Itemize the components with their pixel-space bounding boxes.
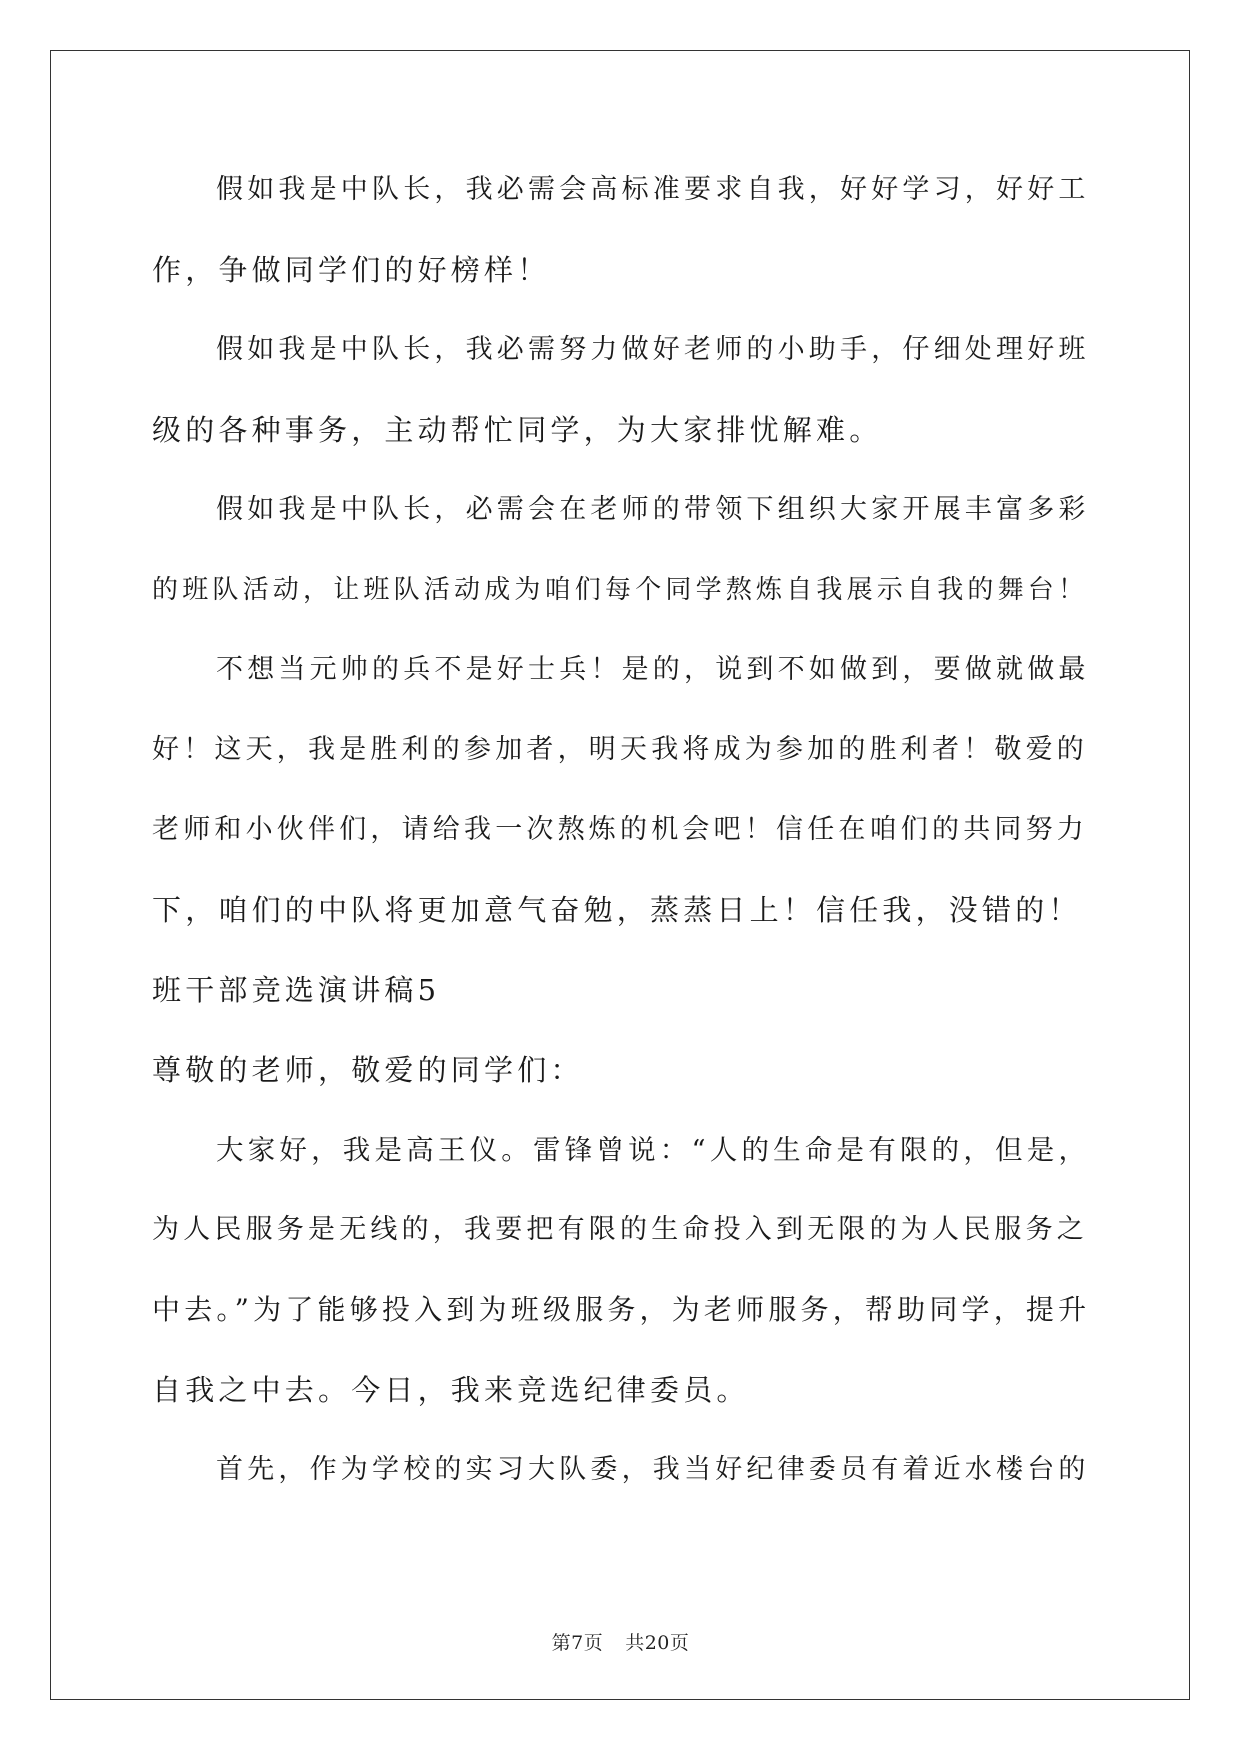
text-line: 大家好，我是高王仪。雷锋曾说：“人的生命是有限的，但是， bbox=[216, 1134, 1091, 1166]
text-line: 老师和小伙伴们，请给我一次熬炼的机会吧！信任在咱们的共同努力 bbox=[152, 814, 1088, 845]
text-line: 下，咱们的中队将更加意气奋勉，蒸蒸日上！信任我，没错的！ bbox=[152, 893, 1082, 927]
text-line: 为人民服务是无线的，我要把有限的生命投入到无限的为人民服务之 bbox=[152, 1214, 1088, 1245]
text-line: 作，争做同学们的好榜样！ bbox=[152, 253, 551, 287]
text-line: 中去。”为了能够投入到为班级服务，为老师服务，帮助同学，提升 bbox=[152, 1293, 1091, 1326]
text-line: 假如我是中队长，我必需会高标准要求自我，好好学习，好好工 bbox=[216, 174, 1090, 205]
text-line: 好！这天，我是胜利的参加者，明天我将成为参加的胜利者！敬爱的 bbox=[152, 734, 1088, 765]
text-line: 假如我是中队长，我必需努力做好老师的小助手，仔细处理好班 bbox=[216, 334, 1090, 365]
page-total: 共20页 bbox=[625, 1632, 690, 1654]
text-line: 的班队活动，让班队活动成为咱们每个同学熬炼自我展示自我的舞台！ bbox=[152, 575, 1089, 605]
document-body bbox=[152, 162, 1092, 1522]
page-footer bbox=[0, 1631, 1241, 1655]
section-heading: 班干部竞选演讲稿5 bbox=[152, 973, 441, 1007]
text-line: 假如我是中队长，必需会在老师的带领下组织大家开展丰富多彩 bbox=[216, 494, 1090, 525]
salutation: 尊敬的老师，敬爱的同学们： bbox=[152, 1053, 584, 1087]
text-line: 不想当元帅的兵不是好士兵！是的，说到不如做到，要做就做最 bbox=[216, 654, 1090, 685]
text-line: 首先，作为学校的实习大队委，我当好纪律委员有着近水楼台的 bbox=[216, 1454, 1090, 1485]
page-number: 第7页 bbox=[551, 1632, 604, 1654]
text-line: 级的各种事务，主动帮忙同学，为大家排忧解难。 bbox=[152, 413, 883, 447]
text-line: 自我之中去。今日，我来竞选纪律委员。 bbox=[152, 1373, 750, 1407]
